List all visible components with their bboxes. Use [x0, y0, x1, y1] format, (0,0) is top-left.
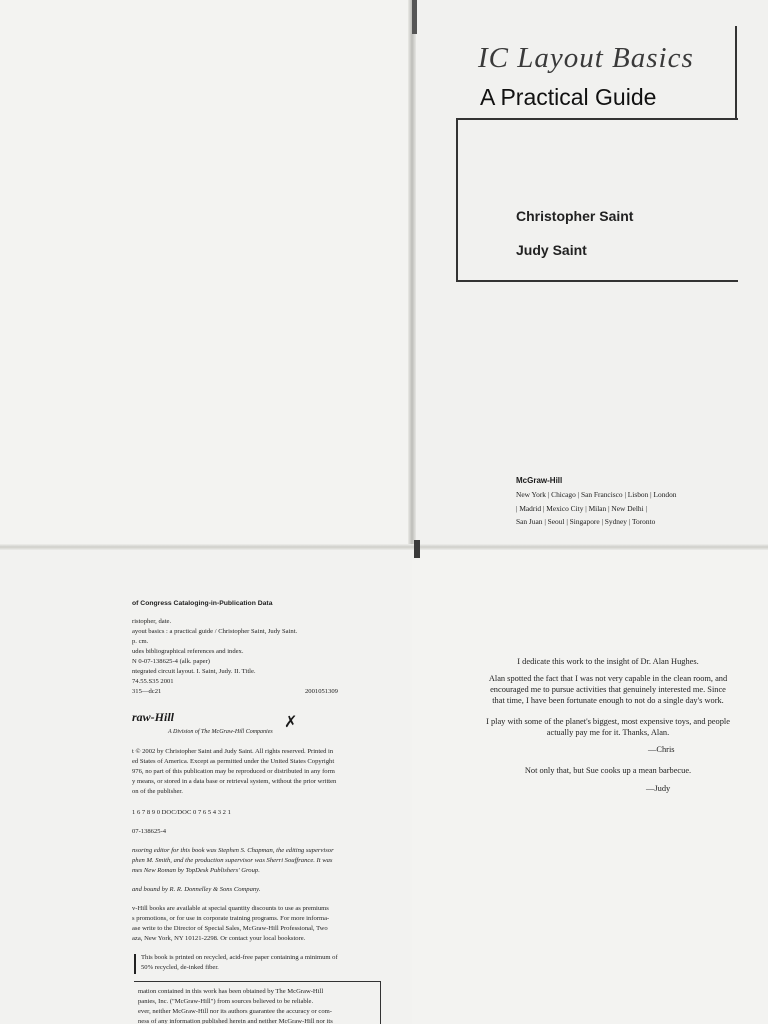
dedication-paragraph-line: that time, I have been fortunate enough to not do a single day's work.: [492, 696, 724, 705]
cip-line: ayout basics : a practical guide / Christopher Saint, Judy Saint.: [132, 628, 298, 635]
book-subtitle: A Practical Guide: [480, 84, 657, 110]
dedication-paragraph-line: encouraged me to pursue activities that genuinely interested me. Since: [490, 685, 726, 694]
notice-line: ever, neither McGraw-Hill nor its authors guarantee the accuracy or com-: [138, 1008, 332, 1015]
author-christopher: Christopher Saint: [516, 208, 634, 224]
signature-chris: —Chris: [648, 745, 675, 754]
copyright-line: y means, or stored in a data base or retrieval system, without the prior written: [132, 778, 337, 785]
vertical-fold: [408, 0, 416, 548]
cip-line: ntegrated circuit layout. I. Saint, Judy. II. Title.: [132, 668, 256, 675]
book-title: IC Layout Basics: [478, 42, 694, 74]
dedication-line: I dedicate this work to the insight of Dr. Alan Hughes.: [517, 657, 699, 666]
editor-line: phen M. Smith, and the production supervisor was Sherri Souffrance. It was: [132, 857, 333, 864]
recycled-marker: [134, 954, 136, 974]
dedication-paragraph-line: actually pay me for it. Thanks, Alan.: [546, 728, 670, 737]
printer-line: and bound by R. R. Donnelley & Sons Company.: [132, 886, 261, 893]
signature-judy: —Judy: [646, 784, 671, 793]
title-page: [412, 0, 768, 548]
blank-page: [0, 0, 412, 548]
notice-line: panies, Inc. ("McGraw-Hill") from sources believed to be reliable.: [138, 998, 314, 1005]
cip-line: 74.55.S35 2001: [132, 678, 174, 685]
dedication-line: Not only that, but Sue cooks up a mean barbecue.: [524, 766, 692, 775]
cip-line: N 0-07-138625-4 (alk. paper): [132, 658, 211, 665]
horizontal-fold: [0, 544, 768, 550]
imprint-name: raw-Hill: [132, 710, 175, 724]
recycled-line: This book is printed on recycled, acid-free paper containing a minimum of: [141, 954, 338, 961]
copyright-page: [0, 548, 412, 1024]
title-rule: [735, 26, 737, 118]
dedication-paragraph-line: Alan spotted the fact that I was not very capable in the clean room, and: [488, 674, 728, 683]
premium-line: aza, New York, NY 10121-2298. Or contact your local bookstore.: [132, 935, 306, 942]
city-line: San Juan | Seoul | Singapore | Sydney | Toronto: [516, 517, 656, 526]
isbn: 07-138625-4: [132, 828, 167, 835]
cip-line: udes bibliographical references and index.: [132, 648, 244, 655]
publisher-logo-icon: ✗: [284, 714, 298, 731]
copyright-line: t © 2002 by Christopher Saint and Judy Saint. All rights reserved. Printed in: [132, 748, 334, 755]
fold-shadow: [414, 540, 420, 558]
premium-line: v-Hill books are available at special quantity discounts to use as premiums: [132, 905, 329, 912]
copyright-line: 976, no part of this publication may be reproduced or distributed in any form: [132, 768, 335, 775]
notice-line: ness of any information published herein and neither McGraw-Hill nor its: [138, 1018, 333, 1024]
city-line: | Madrid | Mexico City | Milan | New Delhi |: [516, 504, 647, 513]
recycled-line: 50% recycled, de-inked fiber.: [141, 964, 219, 971]
editor-line: mes New Roman by TopDesk Publishers' Group.: [132, 867, 260, 874]
print-line: 1 6 7 8 9 0 DOC/DOC 0 7 6 5 4 3 2 1: [132, 809, 231, 816]
cip-line: p. cm.: [132, 638, 149, 645]
cip-line: ristopher, date.: [132, 618, 172, 625]
dedication-page: [412, 548, 768, 1024]
imprint-division: A Division of The McGraw-Hill Companies: [168, 729, 273, 735]
cip-control-number: 2001051309: [305, 688, 338, 695]
author-judy: Judy Saint: [516, 242, 587, 258]
publisher-name: McGraw-Hill: [516, 476, 563, 485]
premium-line: s promotions, or for use in corporate training programs. For more informa-: [132, 915, 330, 922]
city-line: New York | Chicago | San Francisco | Lisbon | London: [516, 490, 677, 499]
premium-line: ase write to the Director of Special Sales, McGraw-Hill Professional, Two: [132, 925, 328, 932]
author-box: [456, 118, 738, 282]
cip-heading: of Congress Cataloging-in-Publication Data: [132, 600, 273, 607]
dedication-paragraph-line: I play with some of the planet's biggest, most expensive toys, and people: [486, 717, 730, 726]
editor-line: nsoring editor for this book was Stephen S. Chapman, the editing supervisor: [132, 847, 334, 854]
copyright-line: ed States of America. Except as permitted under the United States Copyright: [132, 758, 335, 765]
copyright-line: on of the publisher.: [132, 788, 183, 795]
fold-shadow: [412, 0, 417, 34]
notice-line: mation contained in this work has been obtained by The McGraw-Hill: [138, 988, 324, 995]
cip-classification: 315—dc21: [132, 688, 162, 695]
